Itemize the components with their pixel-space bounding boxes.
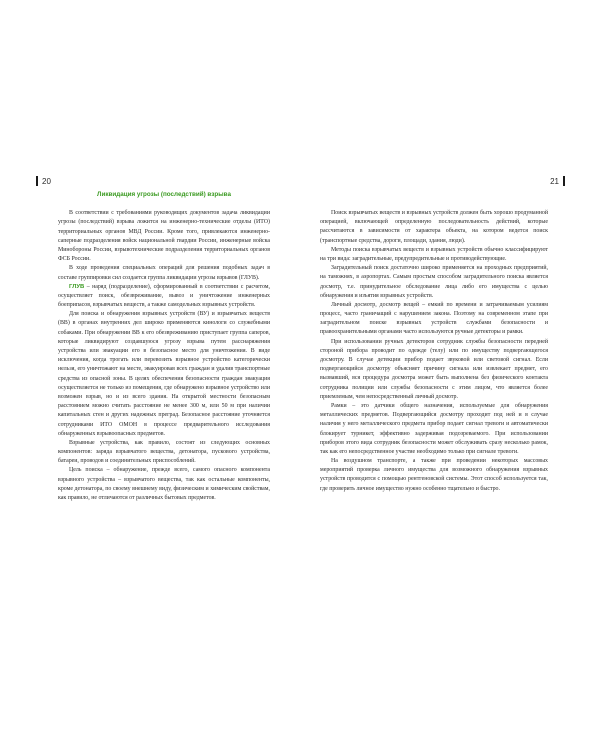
paragraph: Методы поиска взрывчатых веществ и взрывных устройств обычно классифицируют на три вида: заградительные, предупредительные и противодействующие. (320, 246, 548, 262)
paragraph: На воздушном транспорте, а также при проведении некоторых массовых мероприятий проверка личного имущества для возможного обнаружения взрывных устройств проводится с помощью рентгеновской системы. Этот способ используется так, где проверить личное имущество нужно особенно тщательно и быстро. (320, 458, 548, 492)
left-text-column (58, 191, 270, 503)
right-text-column (320, 209, 548, 494)
folio-bar (563, 176, 565, 186)
paragraph-with-term: ГЛУВ – наряд (подразделение), сформированный в соответствии с расчетом, осуществляет поиск, обезвреживание, вывоз и уничтожение инженерных боеприпасов, взрывчатых веществ, а также самодельных взрывных устройств. (58, 283, 270, 309)
folio-bar (36, 176, 38, 186)
paragraph: Цель поиска – обнаружение, прежде всего, самого опасного компонента взрывного устройства – взрывчатого вещества, так как остальные компоненты, кроме детонатора, по своему внешнему виду, физическим и химическим свойствам, как правило, не отличаются от различных бытовых предметов. (58, 467, 270, 501)
paragraph: Личный досмотр, досмотр вещей – емкий по времени и затрачиваемым усилиям процесс, часто граничащий с нарушением закона. Поэтому на современном этапе при заградительном поиске взрывных устройств службами безопасности и правоохранительными органами часто используются ручные детекторы и рамки. (320, 301, 548, 336)
paragraph: Заградительный поиск достаточно широко применяется на проходных предприятий, на таможнях, в аэропортах. Самым простым способом заградительного поиска является досмотр, т.е. принудительное обследование лица либо его имущества с целью обнаружения и изъятия взрывных устройств. (320, 265, 548, 299)
page-number-left: 20 (36, 177, 51, 187)
paragraph: Рамки – это датчики общего назначения, используемые для обнаружения металлических предметов. Подвергающийся досмотру проходит под ней и в случае наличия у него металлического предмета прибор подает сигнал тревоги и автоматически блокирует турникет, эффективно задерживая подозреваемого. При использовании приборов этого вида сотрудник безопасности может обслуживать сразу несколько рамок, так как его непосредственное участие необходимо только при сигнале тревоги. (320, 402, 548, 455)
paragraph: Для поиска и обнаружения взрывных устройств (ВУ) и взрывчатых веществ (ВВ) в органах внутренних дел широко применяются кинологи со служебными собаками. При обнаружении ВВ к его обезвреживанию приступает группа саперов, которые ликвидируют создавшуюся угрозу взрыва путем расснаряжения устройства или эвакуации его в безопасное место для уничтожения. В виде исключения, когда трогать или перевозить взрывное устройство категорически нельзя, его уничтожают на месте, эвакуировав всех граждан и удалив транспортные средства из опасной зоны. В целях обеспечения безопасности граждан эвакуация осуществляется не только из помещения, где обнаружено взрывное устройство или возможен взрыв, но и из всего здания. На открытой местности безопасным расстоянием можно считать расстояние не менее 300 м, или 50 м при наличии капитальных стен и других надежных преград. Безопасное расстояние уточняется сотрудниками ИТО ОМОН в процессе предварительного исследования обнаруженных взрывоопасных предметов. (58, 311, 270, 437)
right-page (300, 0, 600, 750)
paragraph: Поиск взрывчатых веществ и взрывных устройств должен быть хорошо продуманной операцией, включающей определенную последовательность действий, которые рассчитаются в зависимости от характера объекта, на котором ведется поиск (транспортные средства, дороги, площади, здания, люди). (320, 210, 548, 244)
section-heading: Ликвидация угрозы (последствий) взрыва (97, 191, 231, 198)
page-number-right: 21 (550, 177, 565, 187)
term-gluv: ГЛУВ (69, 283, 85, 290)
paragraph: Взрывные устройства, как правило, состоят из следующих основных компонентов: заряда взрывчатого вещества, детонатора, пускового устройства, батареи, проводов и соединительных приспособлений. (58, 439, 270, 465)
paragraph: В ходе проведения специальных операций для решения подобных задач в составе группировки сил создается группа ликвидации угрозы взрывов (ГЛУВ). (58, 265, 270, 281)
paragraph: При использовании ручных детекторов сотрудник службы безопасности передней стороной прибора проводит по одежде (телу) или по имуществу подвергающегося досмотру. В случае детекции прибор подает звуковой или световой сигнал. Если подвергающийся досмотру объясняет причину сигнала или извлекает предмет, его вызвавший, вся процедура досмотра может быть выполнена без физического контакта сотрудника полиции или службы безопасности с этим лицом, что является более приемлемым, чем непосредственный личный досмотр. (320, 338, 548, 400)
paragraph: В соответствии с требованиями руководящих документов задача ликвидации угрозы (последствий) взрыва ложится на инженерно-технические отделы (ИТО) территориальных органов МВД России. Кроме того, привлекаются инженерно-саперные подразделения войск национальной гвардии России, инженерные войска Минобороны России, взрывотехнические подразделения территориальных органов ФСБ России. (58, 210, 270, 263)
